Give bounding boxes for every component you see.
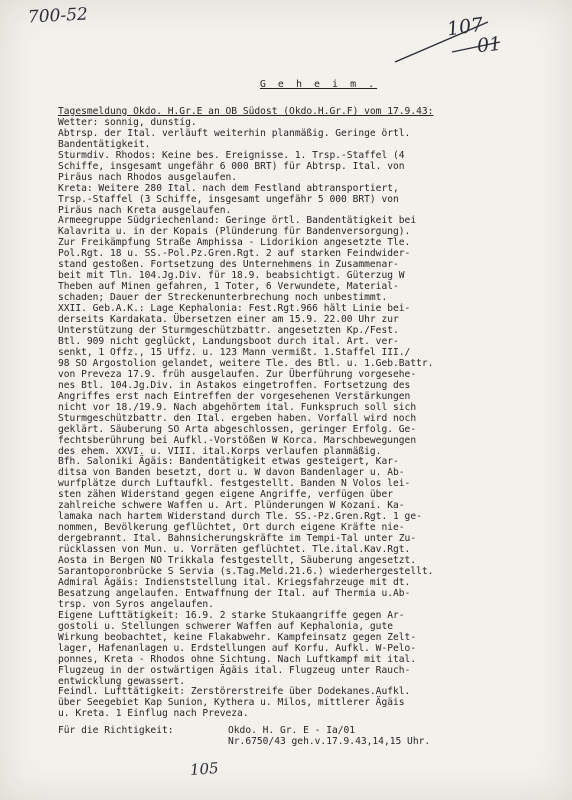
text-line: trsp. von Syros angelaufen. — [58, 598, 214, 610]
text-line: Feindl. Lufttätigkeit: Zerstörerstreife über Dodekanes.Aufkl. — [58, 686, 411, 698]
text-line: Admiral Ägäis: Indienststellung ital. Kriegsfahrzeuge mit dt. — [58, 576, 411, 588]
handwritten-archive-number: 700-52 — [27, 4, 89, 28]
text-line: XXII. Geb.A.K.: Lage Kephalonia: Fest.Rgt.966 hält Linie bei- — [58, 303, 411, 315]
certification-label: Für die Richtigkeit: — [58, 725, 174, 737]
handwritten-folio-number: 107 — [445, 13, 485, 41]
text-line: lager, Hafenanlagen u. Erdstellungen auf Korfu. Aufkl. W-Pelo- — [58, 642, 417, 654]
classification-heading: G e h e i m . — [259, 79, 378, 90]
text-line: Unterstützung der Sturmgeschützbattr. angesetzten Kp./Fest. — [58, 325, 399, 337]
text-line: Sarantoporonbrücke S Servia (s.Tag.Meld.21.6.) wiederhergestellt. — [58, 565, 434, 577]
text-line: Trsp.-Staffel (3 Schiffe, insgesamt ungefähr 5 000 BRT) von — [58, 193, 399, 205]
text-line: Eigene Lufttätigkeit: 16.9. 2 starke Stukaangriffe gegen Ar- — [58, 609, 405, 621]
report-header: Tagesmeldung Okdo. H.Gr.E an OB Südost (Okdo.H.Gr.F) vom 17.9.43: — [58, 105, 434, 117]
text-line: beit mit Tln. 104.Jg.Div. für 18.9. beabsichtigt. Güterzug W — [58, 270, 405, 282]
text-line: derseits Kardakata. Übersetzen einer am 15.9. 22.00 Uhr zur — [58, 314, 399, 326]
handwritten-bottom-mark: 105 — [189, 759, 220, 779]
text-line: nommen, Bevölkerung geflüchtet, Ort durch eigene Kräfte nie- — [58, 522, 405, 534]
text-line: fechtsberührung bei Aufkl.-Vorstößen W Korca. Marschbewegungen — [58, 434, 417, 446]
text-line: nicht vor 18./19.9. Nach abgehörtem ital. Funkspruch soll sich — [58, 401, 417, 413]
text-line: geklärt. Säuberung SO Arta abgeschlossen, geringer Erfolg. Ge- — [58, 423, 417, 435]
text-line: über Seegebiet Kap Sunion, Kythera u. Milos, mittlerer Ägäis — [58, 697, 405, 709]
text-line: Theben auf Minen gefahren, 1 Toter, 6 Verwundete, Material- — [58, 281, 399, 293]
document-number: Nr.6750/43 geh.v.17.9.43,14,15 Uhr. — [228, 736, 431, 748]
text-line: Wetter: sonnig, dunstig. — [58, 116, 197, 128]
text-line: Angriffes erst nach Eintreffen der vorgesehenen Verstärkungen — [58, 390, 411, 402]
text-line: Aosta in Bergen NO Trikkala festgestellt, Säuberung angesetzt. — [58, 555, 417, 567]
text-line: schaden; Dauer der Streckenunterbrechung noch unbestimmt. — [58, 292, 388, 304]
text-line: rücklassen von Mun. u. Vorräten geflüchtet. Tle.ital.Kav.Rgt. — [58, 544, 411, 556]
text-line: Pol.Rgt. 18 u. SS.-Pol.Pz.Gren.Rgt. 2 auf starken Feindwider- — [58, 248, 411, 260]
text-line: gostoli u. Stellungen schwerer Waffen auf Kephalonia, gute — [58, 620, 394, 632]
text-line: sten zähen Widerstand gegen eigene Angriffe, verfügen über — [58, 489, 394, 501]
text-line: Sturmgeschützbattr. den Ital. ergeben haben. Vorfall wird noch — [58, 412, 417, 424]
reference-row — [58, 737, 563, 748]
text-line: Piräus nach Kreta ausgelaufen. — [58, 204, 232, 216]
text-line: Kalavrita u. in der Kopais (Plünderung für Bandenversorgung). — [58, 226, 411, 238]
text-line: Piräus nach Rhodos ausgelaufen. — [58, 171, 238, 183]
text-line: senkt, 1 Offz., 15 Uffz. u. 123 Mann vermißt. 1.Staffel III./ — [58, 346, 411, 358]
text-line: entwicklung gewassert. — [58, 675, 186, 687]
footer-spacer — [58, 737, 228, 748]
text-line: Wirkung beobachtet, keine Flakabwehr. Kampfeinsatz gegen Zelt- — [58, 631, 417, 643]
text-line: ponnes, Kreta - Rhodos ohne Sichtung. Nach Luftkampf mit ital. — [58, 653, 417, 665]
text-line: Schiffe, insgesamt ungefähr 6 000 BRT) für Abtrsp. Ital. von — [58, 160, 405, 172]
text-line: Bfh. Saloniki Ägäis: Bandentätigkeit etwas gesteigert, Kar- — [58, 456, 399, 468]
text-line: 98 SO Argostolion gelandet, weitere Tle. des Btl. u. 1.Geb.Battr. — [58, 357, 434, 369]
text-line: nes Btl. 104.Jg.Div. in Astakos eingetroffen. Fortsetzung des — [58, 379, 411, 391]
text-line: Btl. 909 nicht geglückt, Landungsboot durch ital. Art. ver- — [58, 335, 399, 347]
text-line: lamaka nach hartem Widerstand durch Tle. SS.-Pz.Gren.Rgt. 1 ge- — [58, 511, 422, 523]
text-line: u. Kreta. 1 Einflug nach Preveza. — [58, 708, 249, 720]
text-line: Abtrsp. der Ital. verläuft weiterhin planmäßig. Geringe örtl. — [58, 127, 411, 139]
text-line: stand gestoßen. Fortsetzung des Unternehmens in Zusammenar- — [58, 259, 399, 271]
text-line: dergebrannt. Ital. Bahnsicherungskräfte im Tempi-Tal unter Zu- — [58, 533, 417, 545]
text-line: Armeegruppe Südgriechenland: Geringe örtl. Bandentätigkeit bei — [58, 215, 417, 227]
text-line: von Preveza 17.9. früh ausgelaufen. Zur Überführung vorgesehe- — [58, 368, 417, 380]
text-line: Flugzeug in der ostwärtigen Ägäis ital. Flugzeug unter Rauch- — [58, 664, 411, 676]
text-line: Besatzung angelaufen. Entwaffnung der Ital. auf Thermia u.Ab- — [58, 587, 411, 599]
text-line: zahlreiche schwere Waffen u. Art. Plünderungen W Kozani. Ka- — [58, 500, 405, 512]
text-line: ditsa von Banden besetzt, dort u. W davon Bandenlager u. Ab- — [58, 467, 405, 479]
text-line: des ehem. XXVI. u. VIII. ital.Korps verlaufen planmäßig. — [58, 445, 382, 457]
text-line: Zur Freikämpfung Straße Amphissa - Lidorikion angesetzte Tle. — [58, 237, 411, 249]
text-line: Kreta: Weitere 280 Ital. nach dem Festland abtransportiert, — [58, 182, 399, 194]
office-reference: Okdo. H. Gr. E - Ia/01 — [228, 725, 356, 737]
text-line: wurfplätze durch Luftaufkl. festgestellt. Banden N Volos lei- — [58, 478, 411, 490]
text-line: Bandentätigkeit. — [58, 138, 151, 150]
text-line: Sturmdiv. Rhodos: Keine bes. Ereignisse. 1. Trsp.-Staffel (4 — [58, 149, 405, 161]
handwritten-folio-fraction: 01 — [475, 32, 503, 58]
typed-text-block — [58, 80, 563, 748]
